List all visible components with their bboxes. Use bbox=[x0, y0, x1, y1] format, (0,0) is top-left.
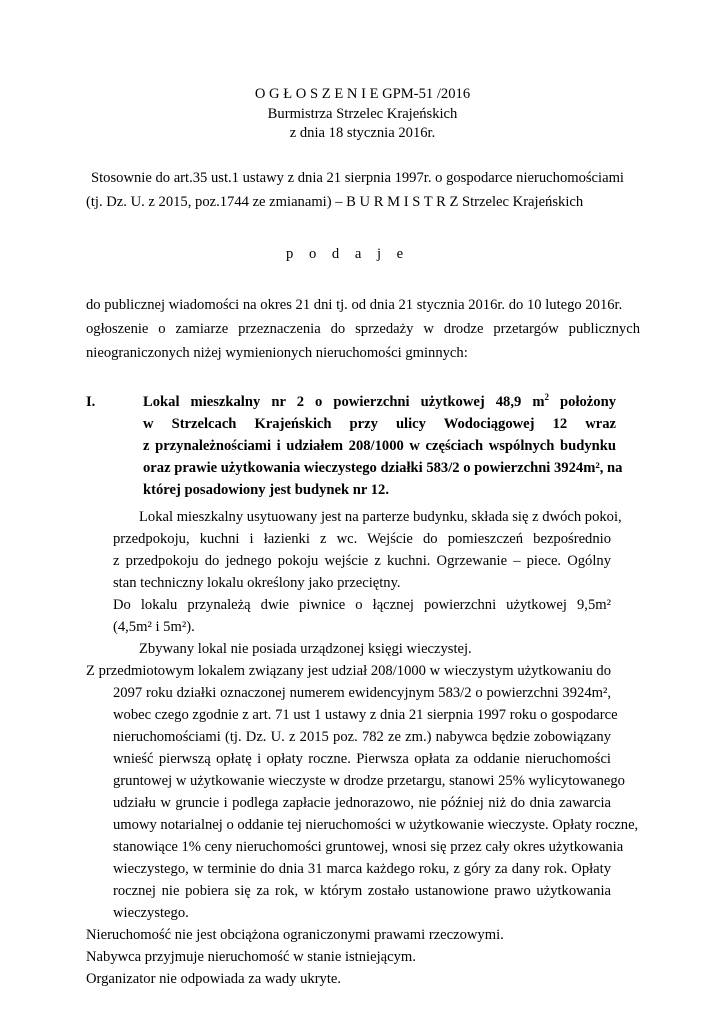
description-line-3: z przedpokoju do jednego pokoju wejście z kuchni. Ogrzewanie – piece. Ogólny bbox=[113, 553, 611, 569]
announcement-line-2: ogłoszenie o zamiarze przeznaczenia do sprzedaży w drodze przetargów publicznych bbox=[86, 321, 640, 337]
terms-line-10: wieczystego, w terminie do dnia 31 marca każdego roku, z góry za dany rok. Opłaty bbox=[113, 861, 611, 877]
item-line-1-tail: położony bbox=[548, 394, 616, 410]
terms-line-9: stanowiące 1% ceny nieruchomości gruntowej, wnosi się przez cały okres użytkowania bbox=[113, 839, 624, 855]
item-number: I. bbox=[86, 394, 96, 410]
item-line-3: z przynależnościami i udziałem 208/1000 w częściach wspólnych budynku bbox=[143, 438, 616, 454]
closing-line-1: Nieruchomość nie jest obciążona ograniczonymi prawami rzeczowymi. bbox=[86, 927, 504, 943]
description-line-1: Lokal mieszkalny usytuowany jest na parterze budynku, składa się z dwóch pokoi, bbox=[139, 509, 622, 525]
item-line-4: oraz prawie użytkowania wieczystego działki 583/2 o powierzchni 3924m², na bbox=[143, 460, 623, 476]
description-line-2: przedpokoju, kuchni i łazienki z wc. Wejście do pomieszczeń bezpośrednio bbox=[113, 531, 611, 547]
item-line-5: której posadowiony jest budynek nr 12. bbox=[143, 482, 389, 498]
announcement-line-1: do publicznej wiadomości na okres 21 dni tj. od dnia 21 stycznia 2016r. do 10 lutego 2016r. bbox=[86, 297, 623, 313]
document-title: O G Ł O S Z E N I E GPM-51 /2016 bbox=[254, 86, 471, 102]
podaje-heading: p o d a j e bbox=[286, 246, 410, 262]
item-line-2: w Strzelcach Krajeńskich przy ulicy Wodociągowej 12 wraz bbox=[143, 416, 616, 432]
intro-line-1: Stosownie do art.35 ust.1 ustawy z dnia 21 sierpnia 1997r. o gospodarce nieruchomościami bbox=[91, 170, 624, 186]
announcement-line-3: nieograniczonych niżej wymienionych nieruchomości gminnych: bbox=[86, 345, 468, 361]
description-line-7: Zbywany lokal nie posiada urządzonej księgi wieczystej. bbox=[139, 641, 472, 657]
item-line-1-text: Lokal mieszkalny nr 2 o powierzchni użytkowej 48,9 m bbox=[143, 394, 545, 410]
intro-line-2: (tj. Dz. U. z 2015, poz.1744 ze zmianami) – B U R M I S T R Z Strzelec Krajeńskich bbox=[86, 194, 584, 210]
terms-line-3: wobec czego zgodnie z art. 71 ust 1 ustawy z dnia 21 sierpnia 1997 roku o gospodarce bbox=[113, 707, 618, 723]
terms-line-6: gruntowej w użytkowanie wieczyste w drodze przetargu, stanowi 25% wylicytowanego bbox=[113, 773, 625, 789]
item-line-1-superscript: 2 bbox=[544, 392, 549, 403]
closing-line-2: Nabywca przyjmuje nieruchomość w stanie istniejącym. bbox=[86, 949, 416, 965]
issuing-authority: Burmistrza Strzelec Krajeńskich bbox=[267, 106, 458, 122]
terms-line-4: nieruchomościami (tj. Dz. U. z 2015 poz. 782 ze zm.) nabywca będzie zobowiązany bbox=[113, 729, 611, 745]
description-line-6: (4,5m² i 5m²). bbox=[113, 619, 195, 635]
description-line-4: stan techniczny lokalu określony jako przeciętny. bbox=[113, 575, 401, 591]
terms-line-12: wieczystego. bbox=[113, 905, 189, 921]
document-date: z dnia 18 stycznia 2016r. bbox=[289, 125, 436, 141]
terms-line-7: udziału w gruncie i podlega zapłacie jednorazowo, nie później niż do dnia zawarcia bbox=[113, 795, 611, 811]
description-line-5: Do lokalu przynależą dwie piwnice o łącznej powierzchni użytkowej 9,5m² bbox=[113, 597, 611, 613]
terms-line-1: Z przedmiotowym lokalem związany jest udział 208/1000 w wieczystym użytkowaniu do bbox=[86, 663, 611, 679]
closing-line-3: Organizator nie odpowiada za wady ukryte. bbox=[86, 971, 342, 987]
terms-line-5: wnieść pierwszą opłatę i opłaty roczne. Pierwsza opłata za oddanie nieruchomości bbox=[113, 751, 611, 767]
item-line-1 bbox=[143, 394, 616, 411]
terms-line-8: umowy notarialnej o oddanie tej nieruchomości w użytkowanie wieczyste. Opłaty roczne, bbox=[113, 817, 639, 833]
terms-line-11: rocznej nie pobiera się za rok, w którym zostało ustanowione prawo użytkowania bbox=[113, 883, 611, 899]
terms-line-2: 2097 roku działki oznaczonej numerem ewidencyjnym 583/2 o powierzchni 3924m², bbox=[113, 685, 611, 701]
